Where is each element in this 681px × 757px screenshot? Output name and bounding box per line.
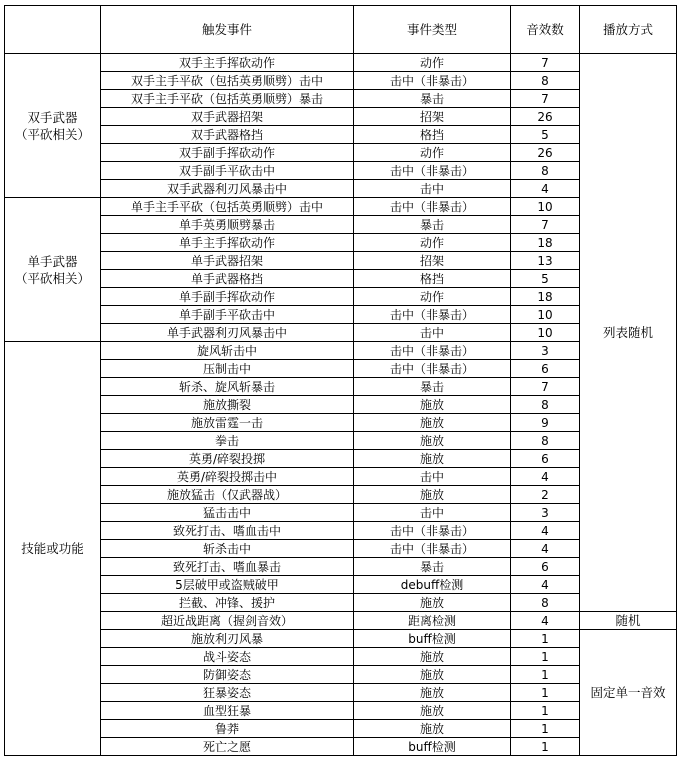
event-type-cell: 施放 xyxy=(354,648,511,666)
table-body xyxy=(5,6,677,756)
table-row xyxy=(5,558,677,576)
event-cell: 英勇/碎裂投掷 xyxy=(101,450,354,468)
event-cell: 单手武器格挡 xyxy=(101,270,354,288)
event-cell: 双手主手平砍（包括英勇顺劈）暴击 xyxy=(101,90,354,108)
table-row xyxy=(5,198,677,216)
play-mode-cell: 随机 xyxy=(580,612,677,630)
sound-count-cell: 1 xyxy=(511,720,580,738)
group-label-line: 双手武器 xyxy=(27,109,78,125)
event-type-cell: 格挡 xyxy=(354,126,511,144)
table-row xyxy=(5,468,677,486)
table-row xyxy=(5,234,677,252)
event-cell: 双手武器格挡 xyxy=(101,126,354,144)
sound-count-cell: 8 xyxy=(511,432,580,450)
event-cell: 单手武器利刃风暴击中 xyxy=(101,324,354,342)
sound-count-cell: 8 xyxy=(511,72,580,90)
table-row xyxy=(5,54,677,72)
event-cell: 防御姿态 xyxy=(101,666,354,684)
sound-count-cell: 4 xyxy=(511,612,580,630)
sound-count-cell: 10 xyxy=(511,324,580,342)
sound-count-cell: 3 xyxy=(511,504,580,522)
event-type-cell: 动作 xyxy=(354,54,511,72)
group-label-line: （平砍相关） xyxy=(14,126,90,142)
sound-count-cell: 8 xyxy=(511,396,580,414)
group-label-line: 单手武器 xyxy=(27,253,78,269)
event-type-cell: 击中 xyxy=(354,180,511,198)
table-row xyxy=(5,666,677,684)
event-cell: 血型狂暴 xyxy=(101,702,354,720)
table-row xyxy=(5,450,677,468)
sound-count-cell: 3 xyxy=(511,342,580,360)
table-row xyxy=(5,702,677,720)
event-type-cell: 施放 xyxy=(354,486,511,504)
event-cell: 猛击击中 xyxy=(101,504,354,522)
header-cell-trigger-event: 触发事件 xyxy=(101,6,354,54)
sound-effects-table-container xyxy=(4,5,677,756)
event-cell: 单手英勇顺劈暴击 xyxy=(101,216,354,234)
event-cell: 鲁莽 xyxy=(101,720,354,738)
sound-count-cell: 10 xyxy=(511,306,580,324)
table-row xyxy=(5,576,677,594)
event-cell: 旋风斩击中 xyxy=(101,342,354,360)
group-label-line: 技能或功能 xyxy=(21,541,84,556)
table-row xyxy=(5,504,677,522)
table-row xyxy=(5,270,677,288)
table-row xyxy=(5,162,677,180)
event-cell: 5层破甲或盗贼破甲 xyxy=(101,576,354,594)
sound-count-cell: 18 xyxy=(511,288,580,306)
event-type-cell: 暴击 xyxy=(354,90,511,108)
event-cell: 超近战距离（握剑音效） xyxy=(101,612,354,630)
event-type-cell: 击中（非暴击） xyxy=(354,306,511,324)
event-type-cell: 格挡 xyxy=(354,270,511,288)
table-row xyxy=(5,144,677,162)
header-row xyxy=(5,6,677,54)
sound-count-cell: 7 xyxy=(511,90,580,108)
sound-count-cell: 4 xyxy=(511,576,580,594)
event-cell: 施放猛击（仅武器战） xyxy=(101,486,354,504)
event-cell: 双手武器利刃风暴击中 xyxy=(101,180,354,198)
table-row xyxy=(5,486,677,504)
event-cell: 双手副手挥砍动作 xyxy=(101,144,354,162)
table-row xyxy=(5,738,677,756)
event-type-cell: 击中（非暴击） xyxy=(354,72,511,90)
sound-count-cell: 8 xyxy=(511,594,580,612)
event-type-cell: 招架 xyxy=(354,108,511,126)
play-mode-cell: 固定单一音效 xyxy=(580,630,677,756)
event-type-cell: 暴击 xyxy=(354,216,511,234)
sound-count-cell: 1 xyxy=(511,666,580,684)
table-row xyxy=(5,630,677,648)
table-row xyxy=(5,684,677,702)
table-row xyxy=(5,594,677,612)
event-cell: 致死打击、嗜血暴击 xyxy=(101,558,354,576)
event-type-cell: 动作 xyxy=(354,234,511,252)
table-row xyxy=(5,216,677,234)
event-cell: 双手主手挥砍动作 xyxy=(101,54,354,72)
event-type-cell: 施放 xyxy=(354,684,511,702)
event-cell: 压制击中 xyxy=(101,360,354,378)
event-type-cell: 击中（非暴击） xyxy=(354,360,511,378)
event-type-cell: 暴击 xyxy=(354,558,511,576)
event-type-cell: 施放 xyxy=(354,414,511,432)
event-type-cell: 招架 xyxy=(354,252,511,270)
event-type-cell: buff检测 xyxy=(354,738,511,756)
sound-effects-table xyxy=(4,5,677,756)
event-cell: 单手主手平砍（包括英勇顺劈）击中 xyxy=(101,198,354,216)
sound-count-cell: 1 xyxy=(511,702,580,720)
event-cell: 单手武器招架 xyxy=(101,252,354,270)
table-row xyxy=(5,720,677,738)
sound-count-cell: 1 xyxy=(511,630,580,648)
table-row xyxy=(5,648,677,666)
table-row xyxy=(5,612,677,630)
sound-count-cell: 6 xyxy=(511,558,580,576)
event-type-cell: 动作 xyxy=(354,144,511,162)
event-type-cell: 击中（非暴击） xyxy=(354,522,511,540)
sound-count-cell: 7 xyxy=(511,378,580,396)
table-row xyxy=(5,342,677,360)
sound-count-cell: 4 xyxy=(511,540,580,558)
event-type-cell: 击中 xyxy=(354,468,511,486)
table-row xyxy=(5,306,677,324)
event-cell: 死亡之愿 xyxy=(101,738,354,756)
sound-count-cell: 7 xyxy=(511,216,580,234)
event-cell: 施放撕裂 xyxy=(101,396,354,414)
sound-count-cell: 5 xyxy=(511,126,580,144)
event-type-cell: 击中 xyxy=(354,324,511,342)
sound-count-cell: 9 xyxy=(511,414,580,432)
table-row xyxy=(5,288,677,306)
event-cell: 单手副手挥砍动作 xyxy=(101,288,354,306)
event-cell: 双手武器招架 xyxy=(101,108,354,126)
header-cell-event-type: 事件类型 xyxy=(354,6,511,54)
sound-count-cell: 2 xyxy=(511,486,580,504)
header-cell-group xyxy=(5,6,101,54)
event-type-cell: 击中（非暴击） xyxy=(354,162,511,180)
table-row xyxy=(5,360,677,378)
sound-count-cell: 6 xyxy=(511,450,580,468)
event-type-cell: 击中（非暴击） xyxy=(354,342,511,360)
table-row xyxy=(5,432,677,450)
table-row xyxy=(5,414,677,432)
sound-count-cell: 1 xyxy=(511,684,580,702)
sound-count-cell: 7 xyxy=(511,54,580,72)
event-type-cell: 距离检测 xyxy=(354,612,511,630)
event-type-cell: 击中（非暴击） xyxy=(354,540,511,558)
event-type-cell: 击中（非暴击） xyxy=(354,198,511,216)
event-cell: 英勇/碎裂投掷击中 xyxy=(101,468,354,486)
event-type-cell: 暴击 xyxy=(354,378,511,396)
event-cell: 单手主手挥砍动作 xyxy=(101,234,354,252)
header-cell-sound-count: 音效数 xyxy=(511,6,580,54)
table-row xyxy=(5,108,677,126)
table-row xyxy=(5,126,677,144)
event-cell: 拳击 xyxy=(101,432,354,450)
sound-count-cell: 4 xyxy=(511,180,580,198)
sound-count-cell: 8 xyxy=(511,162,580,180)
event-type-cell: 施放 xyxy=(354,702,511,720)
table-row xyxy=(5,252,677,270)
event-type-cell: debuff检测 xyxy=(354,576,511,594)
sound-count-cell: 26 xyxy=(511,108,580,126)
event-type-cell: 施放 xyxy=(354,666,511,684)
event-cell: 斩杀击中 xyxy=(101,540,354,558)
group-cell xyxy=(5,342,101,756)
table-row xyxy=(5,396,677,414)
table-row xyxy=(5,522,677,540)
event-cell: 施放雷霆一击 xyxy=(101,414,354,432)
sound-count-cell: 5 xyxy=(511,270,580,288)
event-type-cell: buff检测 xyxy=(354,630,511,648)
event-cell: 拦截、冲锋、援护 xyxy=(101,594,354,612)
event-cell: 斩杀、旋风斩暴击 xyxy=(101,378,354,396)
event-type-cell: 动作 xyxy=(354,288,511,306)
sound-count-cell: 4 xyxy=(511,522,580,540)
table-row xyxy=(5,378,677,396)
event-type-cell: 施放 xyxy=(354,396,511,414)
sound-count-cell: 26 xyxy=(511,144,580,162)
table-row xyxy=(5,180,677,198)
event-cell: 狂暴姿态 xyxy=(101,684,354,702)
event-cell: 战斗姿态 xyxy=(101,648,354,666)
table-row xyxy=(5,90,677,108)
group-cell xyxy=(5,198,101,342)
header-cell-play-mode: 播放方式 xyxy=(580,6,677,54)
event-type-cell: 施放 xyxy=(354,720,511,738)
event-type-cell: 施放 xyxy=(354,432,511,450)
event-type-cell: 施放 xyxy=(354,450,511,468)
table-row xyxy=(5,540,677,558)
event-cell: 施放利刃风暴 xyxy=(101,630,354,648)
table-row xyxy=(5,324,677,342)
sound-count-cell: 1 xyxy=(511,738,580,756)
sound-count-cell: 4 xyxy=(511,468,580,486)
play-mode-cell: 列表随机 xyxy=(580,54,677,612)
event-type-cell: 施放 xyxy=(354,594,511,612)
group-label-line: （平砍相关） xyxy=(14,270,90,286)
event-cell: 双手主手平砍（包括英勇顺劈）击中 xyxy=(101,72,354,90)
table-row xyxy=(5,72,677,90)
sound-count-cell: 6 xyxy=(511,360,580,378)
event-cell: 致死打击、嗜血击中 xyxy=(101,522,354,540)
event-cell: 单手副手平砍击中 xyxy=(101,306,354,324)
sound-count-cell: 1 xyxy=(511,648,580,666)
sound-count-cell: 18 xyxy=(511,234,580,252)
event-type-cell: 击中 xyxy=(354,504,511,522)
group-cell xyxy=(5,54,101,198)
sound-count-cell: 10 xyxy=(511,198,580,216)
sound-count-cell: 13 xyxy=(511,252,580,270)
event-cell: 双手副手平砍击中 xyxy=(101,162,354,180)
